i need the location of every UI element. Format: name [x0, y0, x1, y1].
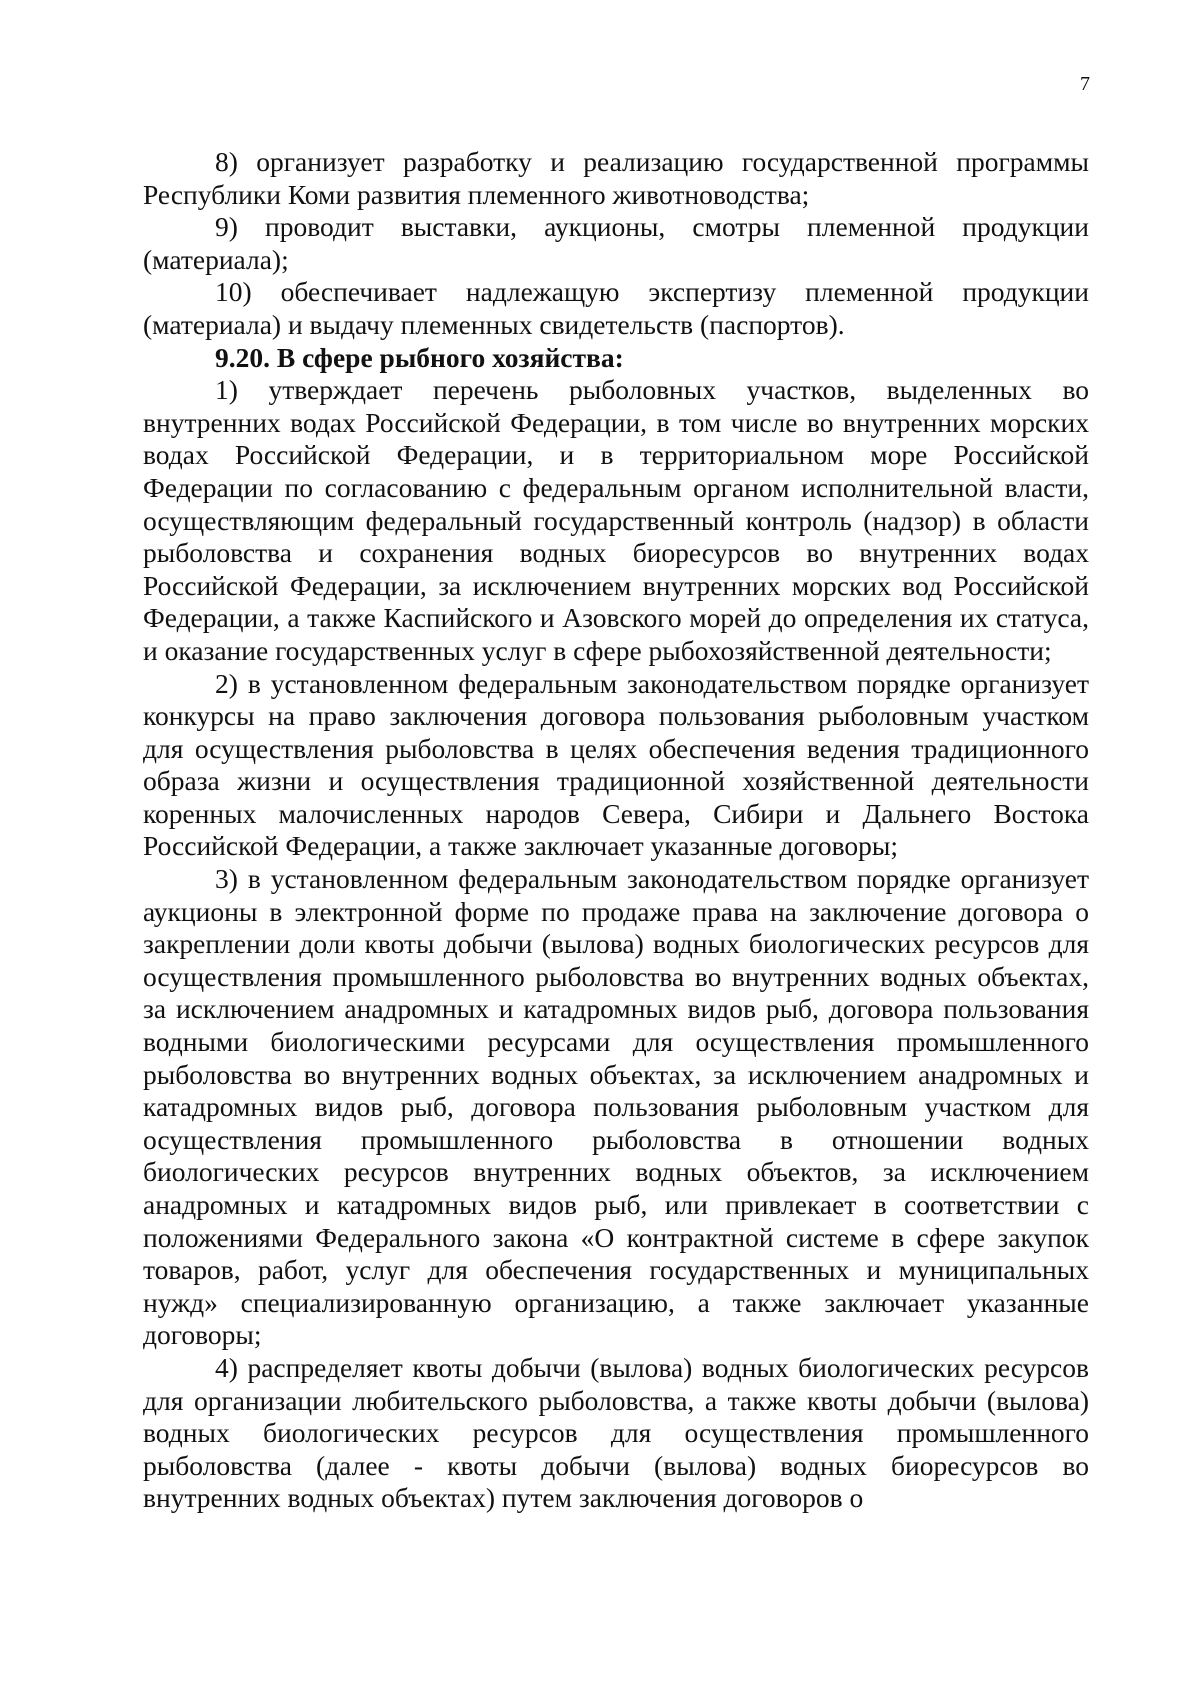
paragraph-item-2: 2) в установленном федеральным законодательством порядке организует конкурсы на право заключения договора пользования рыболовным участком для осуществления рыболовства в целях обеспечения ведения традиционного образа жизни и осуществления традиционной хозяйственной деятельности коренных малочисленных народов Севера, Сибири и Дальнего Востока Российской Федерации, а также заключает указанные договоры; — [143, 667, 1089, 862]
paragraph-item-3: 3) в установленном федеральным законодательством порядке организует аукционы в электронной форме по продаже права на заключение договора о закреплении доли квоты добычи (вылова) водных биологических ресурсов для осуществления промышленного рыболовства во внутренних водных объектах, за исключением анадромных и катадромных видов рыб, договора пользования водными биологическими ресурсами для осуществления промышленного рыболовства во внутренних водных объектах, за исключением анадромных и катадромных видов рыб, договора пользования рыболовным участком для осуществления промышленного рыболовства в отношении водных биологических ресурсов внутренних водных объектов, за исключением анадромных и катадромных видов рыб, или привлекает в соответствии с положениями Федерального закона «О контрактной системе в сфере закупок товаров, работ, услуг для обеспечения государственных и муниципальных нужд» специализированную организацию, а также заключает указанные договоры; — [143, 863, 1089, 1351]
paragraph-item-9: 9) проводит выставки, аукционы, смотры племенной продукции (материала); — [143, 211, 1089, 275]
paragraph-item-1: 1) утверждает перечень рыболовных участков, выделенных во внутренних водах Российской Федерации, в том числе во внутренних морских водах Российской Федерации, и в территориальном море Российской Федерации по согласованию с федеральным органом исполнительной власти, осуществляющим федеральный государственный контроль (надзор) в области рыболовства и сохранения водных биоресурсов во внутренних водах Российской Федерации, за исключением внутренних морских вод Российской Федерации, а также Каспийского и Азовского морей до определения их статуса, и оказание государственных услуг в сфере рыбохозяйственной деятельности; — [143, 374, 1089, 666]
paragraph-item-8: 8) организует разработку и реализацию государственной программы Республики Коми развития племенного животноводства; — [143, 146, 1089, 210]
paragraph-item-10: 10) обеспечивает надлежащую экспертизу племенной продукции (материала) и выдачу племенных свидетельств (паспортов). — [143, 276, 1089, 340]
paragraph-item-4: 4) распределяет квоты добычи (вылова) водных биологических ресурсов для организации любительского рыболовства, а также квоты добычи (вылова) водных биологических ресурсов для осуществления промышленного рыболовства (далее - квоты добычи (вылова) водных биоресурсов во внутренних водных объектах) путем заключения договоров о — [143, 1351, 1089, 1514]
section-heading-9-20: 9.20. В сфере рыбного хозяйства: — [215, 341, 624, 373]
document-body — [143, 146, 1089, 1515]
page-number: 7 — [1080, 73, 1090, 95]
